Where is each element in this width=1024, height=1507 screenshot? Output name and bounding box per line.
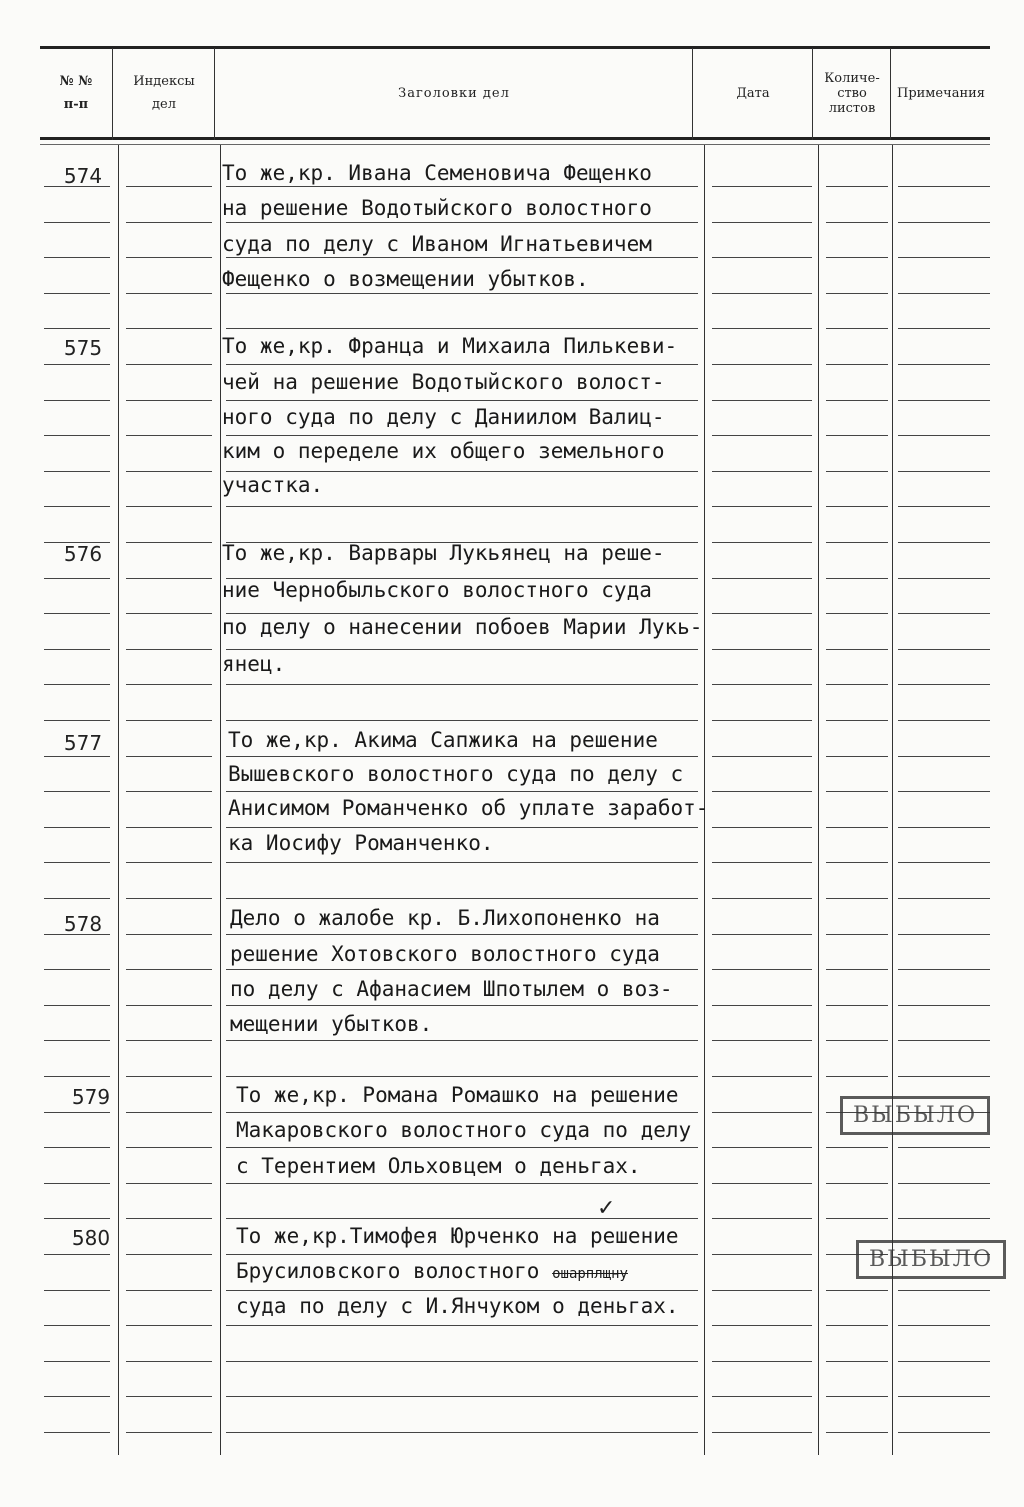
ruled-line [826, 613, 888, 614]
ruled-line [898, 364, 990, 365]
entry-title-line: янец. [222, 652, 286, 676]
header-divider [112, 48, 113, 140]
ruled-line [712, 898, 812, 899]
ruled-line [44, 1361, 110, 1362]
ruled-line [898, 222, 990, 223]
entry-number: 576 [63, 542, 103, 566]
entry-title-line: Фещенко о возмещении убытков. [222, 267, 589, 291]
ruled-line [898, 898, 990, 899]
ruled-line [826, 862, 888, 863]
ruled-line [712, 1432, 812, 1433]
entry-number: 578 [63, 912, 103, 936]
ruled-line [712, 364, 812, 365]
ruled-line [712, 328, 812, 329]
ruled-line [126, 578, 212, 579]
ruled-line [712, 1396, 812, 1397]
ruled-line [712, 471, 812, 472]
entry-title-line: по делу с Афанасием Шпотылем о воз- [230, 977, 673, 1001]
ruled-line [826, 542, 888, 543]
ruled-line [898, 400, 990, 401]
ruled-line [44, 506, 110, 507]
entry-number: 577 [63, 731, 103, 755]
ruled-line [826, 400, 888, 401]
ruled-line [126, 791, 212, 792]
entry-title-line: То же,кр. Ивана Семеновича Фещенко [222, 161, 652, 185]
header-number-sublabel: п-п [63, 97, 89, 112]
ruled-line [44, 1432, 110, 1433]
ruled-line [126, 827, 212, 828]
ruled-line [898, 1325, 990, 1326]
ruled-line [898, 1147, 990, 1148]
ruled-line [226, 506, 698, 507]
ruled-line [712, 1290, 812, 1291]
ruled-line [126, 186, 212, 187]
ruled-line [44, 364, 110, 365]
entry-title-line: ние Чернобыльского волостного суда [222, 578, 652, 602]
header-date-column [694, 52, 812, 134]
ruled-line [826, 1005, 888, 1006]
ruled-line [826, 649, 888, 650]
ruled-line [712, 435, 812, 436]
ruled-line [126, 1396, 212, 1397]
ruled-line [826, 293, 888, 294]
ruled-line [126, 684, 212, 685]
ruled-line [126, 400, 212, 401]
ruled-line [826, 720, 888, 721]
ruled-line [126, 1361, 212, 1362]
ruled-line [712, 506, 812, 507]
header-divider [890, 48, 891, 140]
ruled-line [898, 186, 990, 187]
ruled-line [126, 257, 212, 258]
ruled-line [126, 328, 212, 329]
ruled-line [826, 364, 888, 365]
ruled-line [898, 293, 990, 294]
ruled-line [712, 827, 812, 828]
header-sheets-label-3: листов [828, 100, 876, 116]
header-number-label: № № [59, 74, 93, 89]
ruled-line [226, 684, 698, 685]
entry-title-line: То же,кр. Франца и Михаила Пилькеви- [222, 334, 678, 358]
ruled-line [226, 1432, 698, 1433]
ruled-line [898, 1290, 990, 1291]
entry-title-line: Анисимом Романченко об уплате заработ- [228, 796, 709, 820]
entry-title-line: суда по делу с И.Янчуком о деньгах. [236, 1294, 679, 1318]
entry-title-line: по делу о нанесении побоев Марии Лукь- [222, 615, 703, 639]
ruled-line [826, 328, 888, 329]
ruled-line [826, 934, 888, 935]
ruled-line [44, 649, 110, 650]
ruled-line [126, 1290, 212, 1291]
ruled-line [826, 827, 888, 828]
ruled-line [126, 862, 212, 863]
ruled-line [44, 1076, 110, 1077]
ruled-line [126, 1005, 212, 1006]
ruled-line [826, 257, 888, 258]
ruled-line [44, 684, 110, 685]
ruled-line [898, 542, 990, 543]
ruled-line [898, 791, 990, 792]
ruled-line [898, 1040, 990, 1041]
column-divider [220, 145, 221, 1455]
ruled-line [826, 1290, 888, 1291]
ruled-line [898, 613, 990, 614]
ruled-line [898, 435, 990, 436]
entry-title-text: Брусиловского волостного [236, 1259, 540, 1283]
ruled-line [126, 720, 212, 721]
ruled-line [226, 862, 698, 863]
ruled-line [44, 578, 110, 579]
ruled-line [44, 1325, 110, 1326]
entry-title-line: с Терентием Ольховцем о деньгах. [236, 1154, 641, 1178]
ruled-line [126, 1183, 212, 1184]
ruled-line [44, 1112, 110, 1113]
header-index-column [114, 52, 214, 134]
ruled-line [44, 471, 110, 472]
ruled-line [44, 435, 110, 436]
ruled-line [898, 1396, 990, 1397]
ruled-line [712, 293, 812, 294]
ruled-line [826, 578, 888, 579]
ruled-line [898, 756, 990, 757]
ruled-line [712, 862, 812, 863]
ruled-line [898, 1432, 990, 1433]
entry-title-line: Дело о жалобе кр. Б.Лихопоненко на [230, 906, 660, 930]
header-divider [692, 48, 693, 140]
ruled-line [126, 969, 212, 970]
ruled-line [126, 1432, 212, 1433]
ruled-line [126, 364, 212, 365]
entry-title-line: суда по делу с Иваном Игнатьевичем [222, 232, 652, 256]
ruled-line [898, 934, 990, 935]
header-top-rule [40, 46, 990, 49]
ruled-line [44, 756, 110, 757]
ruled-line [898, 471, 990, 472]
header-bottom-rule [40, 137, 990, 140]
ruled-line [126, 934, 212, 935]
header-notes-label: Примечания [896, 85, 985, 101]
header-number-column [40, 52, 112, 134]
ruled-line [44, 1396, 110, 1397]
ruled-line [712, 1218, 812, 1219]
ruled-line [44, 222, 110, 223]
entry-title-line: ка Иосифу Романченко. [228, 831, 494, 855]
ruled-line [826, 1040, 888, 1041]
entry-title-line: участка. [222, 473, 324, 497]
ruled-line [826, 1432, 888, 1433]
ruled-line [226, 1325, 698, 1326]
ruled-line [826, 1361, 888, 1362]
ruled-line [826, 1218, 888, 1219]
ruled-line [126, 898, 212, 899]
column-divider [118, 145, 119, 1455]
ruled-line [712, 720, 812, 721]
ruled-line [712, 400, 812, 401]
ruled-line [226, 720, 698, 721]
ruled-line [126, 613, 212, 614]
ruled-line [898, 1076, 990, 1077]
ruled-line [44, 613, 110, 614]
column-divider [818, 145, 819, 1455]
entry-title-line: Вышевского волостного суда по делу с [228, 762, 684, 786]
entry-title-line: чей на решение Водотыйского волост- [222, 370, 665, 394]
header-sheets-label-2: ство [837, 85, 867, 101]
ruled-line [126, 1254, 212, 1255]
ruled-line [44, 257, 110, 258]
ruled-line [44, 1005, 110, 1006]
ruled-line [712, 756, 812, 757]
ruled-line [826, 1396, 888, 1397]
ruled-line [712, 222, 812, 223]
header-notes-column [892, 52, 990, 134]
ruled-line [712, 1254, 812, 1255]
ruled-line [126, 471, 212, 472]
entry-number: 575 [63, 336, 103, 360]
ruled-line [826, 684, 888, 685]
ruled-line [826, 471, 888, 472]
entry-title-line: Макаровского волостного суда по делу [236, 1118, 692, 1142]
ruled-line [898, 969, 990, 970]
ruled-line [826, 186, 888, 187]
entry-number: 574 [63, 164, 103, 188]
ruled-line [44, 1254, 110, 1255]
ruled-line [712, 684, 812, 685]
ruled-line [898, 1361, 990, 1362]
ruled-line [126, 435, 212, 436]
header-date-label: Дата [736, 85, 770, 101]
ruled-line [44, 1040, 110, 1041]
entry-title-line: То же,кр.Тимофея Юрченко на решение [236, 1224, 679, 1248]
header-index-label: Индексы [133, 74, 195, 89]
ruled-line [826, 506, 888, 507]
header-index-sublabel: дел [152, 97, 176, 112]
ruled-line [126, 1218, 212, 1219]
header-divider [812, 48, 813, 140]
ruled-line [44, 293, 110, 294]
ruled-line [44, 862, 110, 863]
entry-title-line: ким о переделе их общего земельного [222, 439, 665, 463]
ruled-line [44, 898, 110, 899]
ruled-line [898, 649, 990, 650]
header-divider [214, 48, 215, 140]
ruled-line [826, 969, 888, 970]
ruled-line [712, 613, 812, 614]
entry-number: 579 [71, 1085, 111, 1109]
ruled-line [826, 1076, 888, 1077]
ruled-line [44, 328, 110, 329]
ruled-line [44, 1183, 110, 1184]
ruled-line [898, 684, 990, 685]
ruled-line [44, 827, 110, 828]
entry-title-line: То же,кр. Варвары Лукьянец на реше- [222, 541, 665, 565]
ruled-line [826, 222, 888, 223]
header-title-label: Заголовки дел [398, 85, 510, 101]
ruled-line [44, 1290, 110, 1291]
ruled-line [712, 969, 812, 970]
ruled-line [44, 1218, 110, 1219]
withdrawn-stamp: ВЫБЫЛО [840, 1096, 990, 1135]
ruled-line [826, 1183, 888, 1184]
ruled-line [712, 186, 812, 187]
entry-number: 580 [71, 1226, 111, 1250]
ruled-line [712, 1183, 812, 1184]
ruled-line [898, 328, 990, 329]
ruled-line [712, 257, 812, 258]
ruled-line [226, 898, 698, 899]
entry-title-line: на решение Водотыйского волостного [222, 196, 652, 220]
ruled-line [712, 1040, 812, 1041]
ruled-line [826, 756, 888, 757]
ruled-line [126, 1076, 212, 1077]
entry-title-line [236, 1253, 716, 1292]
ruled-line [44, 969, 110, 970]
ruled-line [898, 862, 990, 863]
ruled-line [712, 1112, 812, 1113]
ruled-line [826, 435, 888, 436]
ruled-line [712, 649, 812, 650]
ruled-line [226, 1361, 698, 1362]
struck-out-text: ошарплщну [552, 1266, 628, 1282]
ruled-line [126, 1325, 212, 1326]
ruled-line [126, 542, 212, 543]
ruled-line [898, 506, 990, 507]
entry-title-line: мещении убытков. [230, 1012, 433, 1036]
ruled-line [44, 720, 110, 721]
ruled-line [826, 1147, 888, 1148]
header-sheets-column [814, 52, 890, 134]
header-title-column [216, 52, 692, 134]
ruled-line [44, 1147, 110, 1148]
ruled-line [126, 649, 212, 650]
ruled-line [712, 578, 812, 579]
ruled-line [126, 1112, 212, 1113]
ruled-line [826, 791, 888, 792]
ruled-line [44, 791, 110, 792]
ruled-line [898, 1218, 990, 1219]
ruled-line [898, 1005, 990, 1006]
ruled-line [712, 1147, 812, 1148]
entry-title-line: ного суда по делу с Даниилом Валиц- [222, 405, 665, 429]
ruled-line [898, 1183, 990, 1184]
ruled-line [712, 1076, 812, 1077]
ruled-line [44, 400, 110, 401]
ruled-line [126, 222, 212, 223]
ruled-line [898, 578, 990, 579]
entry-title-line: решение Хотовского волостного суда [230, 942, 660, 966]
ruled-line [712, 1325, 812, 1326]
ruled-line [126, 756, 212, 757]
header-bottom-rule-thin [40, 144, 990, 145]
entry-title-line: То же,кр. Акима Сапжика на решение [228, 728, 658, 752]
ruled-line [712, 791, 812, 792]
ruled-line [898, 720, 990, 721]
entry-title-line: То же,кр. Романа Ромашко на решение [236, 1083, 679, 1107]
ruled-line [712, 934, 812, 935]
withdrawn-stamp: ВЫБЫЛО [856, 1240, 1006, 1279]
ruled-line [898, 257, 990, 258]
ruled-line [712, 542, 812, 543]
ruled-line [126, 1040, 212, 1041]
header-sheets-label-1: Количе- [824, 70, 880, 86]
ruled-line [126, 293, 212, 294]
ruled-line [712, 1005, 812, 1006]
ruled-line [126, 506, 212, 507]
ruled-line [898, 827, 990, 828]
ruled-line [712, 1361, 812, 1362]
ruled-line [126, 1147, 212, 1148]
ruled-line [226, 1396, 698, 1397]
ruled-line [826, 898, 888, 899]
ruled-line [826, 1325, 888, 1326]
check-mark: ✓ [597, 1196, 616, 1221]
